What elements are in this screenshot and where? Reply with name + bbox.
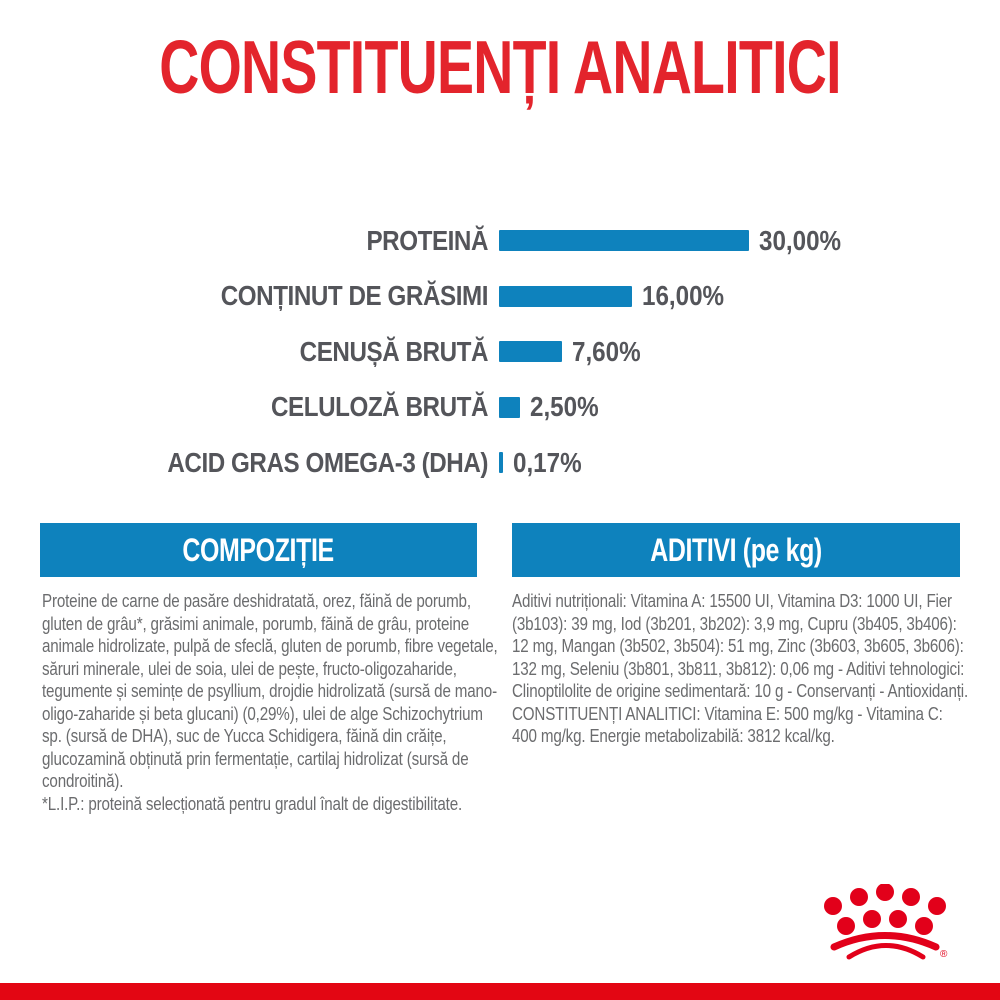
bar-row: [0, 380, 1000, 436]
bar: [499, 452, 503, 473]
registered-trademark-icon: ®: [940, 949, 948, 960]
bar-label: PROTEINĂ: [366, 224, 488, 256]
composition-header-label: COMPOZIȚIE: [182, 531, 335, 568]
bar: [499, 286, 632, 307]
analytical-constituents-text: CONSTITUENȚI ANALITICI: Vitamina E: 500 mg/kg - Vitamina C: 400 mg/kg. Energie metabolizabilă: 3812 kcal/kg.: [512, 702, 943, 746]
bar-row: [0, 269, 1000, 325]
bar-label: CONȚINUT DE GRĂSIMI: [220, 280, 488, 312]
composition-body-text: Proteine de carne de pasăre deshidratată, orez, făină de porumb, gluten de grâu*, grăsimi animale, porumb, făină de grâu, proteine animale hidrolizate, pulpă de sfeclă, gluten de porumb, fibre vegetale, săruri minerale, ulei de soia, ulei de pește, fructo-oligozaharide, tegumente și semințe de psyllium, drojdie hidrolizată (sursă de mano-oligo-zaharide și beta glucani) (0,29%), ulei de alge Schizochytrium sp. (sursă de DHA), suc de Yucca Schidigera, făină din crăițe, glucozamină obținută prin fermentație, cartilaj hidrolizat (sursă de condroitină).: [42, 590, 498, 791]
bar-row: [0, 435, 1000, 491]
bar: [499, 230, 749, 251]
page-title: CONSTITUENȚI ANALITICI: [159, 25, 841, 109]
analytical-constituents-chart: [0, 213, 1000, 491]
additives-text-column: [512, 590, 970, 748]
composition-header-band: [40, 523, 477, 577]
additives-body-text: Aditivi nutriționali: Vitamina A: 15500 UI, Vitamina D3: 1000 UI, Fier (3b103): 39 mg, Iod (3b201, 3b202): 3,9 mg, Cupru (3b405, 3b406): 12 mg, Mangan (3b502, 3b504): 51 mg, Zinc (3b603, 3b605, 3b606): 132 mg, Seleniu (3b801, 3b811, 3b812): 0,06 mg - Aditivi tehnologici: Clinoptilolite de origine sedimentară: 10 g - Conservanți - Antioxidanți.: [512, 590, 969, 701]
bar-label: ACID GRAS OMEGA-3 (DHA): [167, 446, 488, 478]
bar-value: 16,00%: [642, 280, 725, 312]
bar-label: CELULOZĂ BRUTĂ: [270, 391, 488, 423]
royal-canin-crown-logo: [824, 884, 964, 962]
crown-base-arcs: [834, 936, 936, 958]
composition-text-column: [42, 590, 500, 815]
bar-row: [0, 213, 1000, 269]
bar-value: 7,60%: [572, 335, 641, 367]
lip-note-text: *L.I.P.: proteină selecționată pentru gradul înalt de digestibilitate.: [42, 792, 463, 814]
bar-value: 0,17%: [512, 446, 582, 478]
bar-label: CENUȘĂ BRUTĂ: [299, 335, 488, 367]
bar: [499, 341, 562, 362]
bar-value: 30,00%: [759, 224, 842, 256]
additives-header-band: [512, 523, 960, 577]
bar-row: [0, 324, 1000, 380]
crown-dots: [824, 884, 946, 935]
additives-header-label: ADITIVI (pe kg): [650, 531, 822, 568]
bottom-red-strip: [0, 983, 1000, 1000]
bar: [499, 397, 520, 418]
bar-value: 2,50%: [529, 391, 599, 423]
